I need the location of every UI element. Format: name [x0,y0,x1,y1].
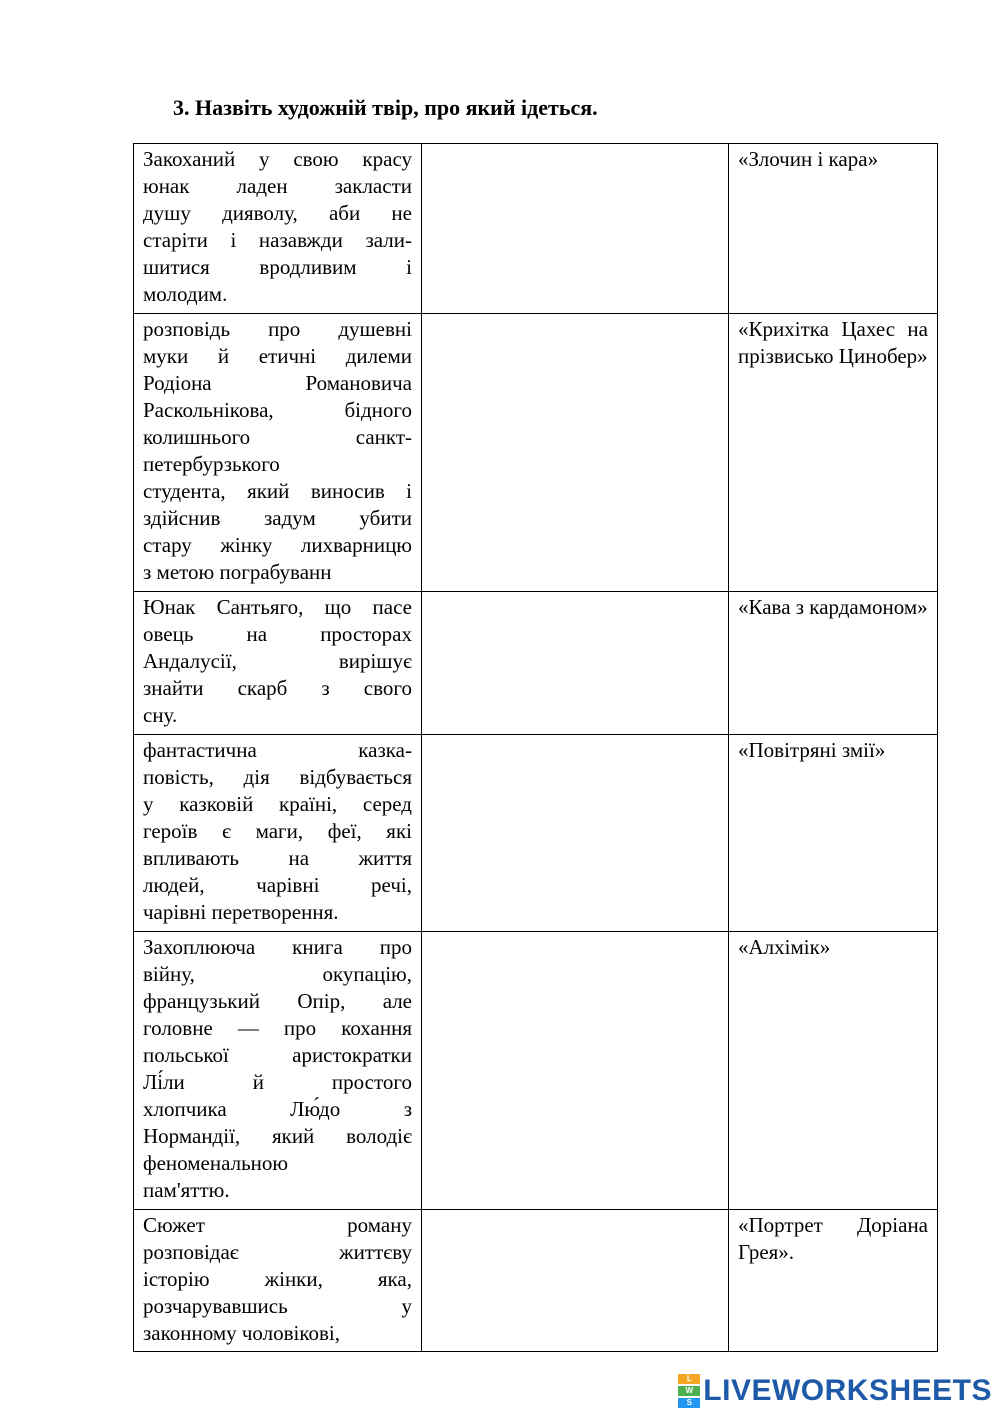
description-line: розчарувавшись у [143,1294,412,1318]
answer-input[interactable] [431,737,723,929]
description-cell [134,592,422,735]
description-line: чарівні перетворення. [143,900,339,924]
description-line: головне — про кохання [143,1016,412,1040]
work-title: «Повітряні змії» [738,738,886,762]
description-line: впливають на життя [143,846,412,870]
title-cell [729,314,938,592]
description-cell [134,144,422,314]
description-line: Захоплююча книга про [143,935,412,959]
description-line: муки й етичні дилеми [143,344,412,368]
description-line: хлопчика Лю́до з [143,1097,412,1121]
work-title: «Злочин і кара» [738,147,879,171]
answer-input[interactable] [431,316,723,589]
description-cell [134,735,422,932]
table-row [134,1210,938,1352]
liveworksheets-logo [678,1374,992,1408]
matching-table [133,143,938,1352]
table-row [134,735,938,932]
description-line: війну, окупацію, [143,962,412,986]
logo-text: LIVEWORKSHEETS [703,1374,992,1407]
description-line: старіти і назавжди зали- [143,228,412,252]
description-line: історію жінки, яка, [143,1267,412,1291]
task-heading: 3. Назвіть художній твір, про який ідеться. [173,95,598,120]
work-title: «Кава з кардамоном» [738,595,928,619]
description-line: шитися вродливим і [143,255,412,279]
description-line: з метою пограбуванн [143,560,332,584]
answer-input[interactable] [431,934,723,1207]
description-line: молодим. [143,282,228,306]
description-cell [134,932,422,1210]
logo-mark [678,1374,700,1408]
description-line: петербурзького [143,452,280,476]
description-line: стару жінку лихварницю [143,533,412,557]
description-line: Раскольнікова, бідного [143,398,412,422]
description-line: повість, дія відбувається [143,765,412,789]
answer-cell[interactable] [422,932,729,1210]
table-row [134,932,938,1210]
description-line: колишнього санкт- [143,425,412,449]
answer-cell[interactable] [422,144,729,314]
title-cell [729,735,938,932]
description-line: фантастична казка- [143,738,412,762]
description-line: Закоханий у свою красу [143,147,412,171]
description-cell [134,314,422,592]
title-cell [729,1210,938,1352]
description-line: Сюжет роману [143,1213,412,1237]
description-line: знайти скарб з свого [143,676,412,700]
description-line: героїв є маги, феї, які [143,819,412,843]
description-line: пам'яттю. [143,1178,230,1202]
logo-square: W [678,1386,700,1396]
description-line: сну. [143,703,178,727]
logo-square: S [678,1398,700,1408]
description-line: Нормандії, який володіє [143,1124,412,1148]
description-line: розповідає життєву [143,1240,412,1264]
work-title: «Алхімік» [738,935,831,959]
description-line: Андалусії, вирішує [143,649,412,673]
work-title: «Портрет Доріана Грея». [738,1213,928,1264]
description-line: Лі́ли й простого [143,1070,412,1094]
description-cell [134,1210,422,1352]
description-line: у казковій країні, серед [143,792,412,816]
table-row [134,314,938,592]
answer-cell[interactable] [422,1210,729,1352]
description-line: людей, чарівні речі, [143,873,412,897]
description-line: феноменальною [143,1151,289,1175]
title-cell [729,592,938,735]
description-line: польської аристократки [143,1043,412,1067]
answer-cell[interactable] [422,735,729,932]
table-row [134,592,938,735]
description-line: студента, який виносив і [143,479,412,503]
title-cell [729,144,938,314]
description-line: овець на просторах [143,622,412,646]
answer-cell[interactable] [422,314,729,592]
description-line: законному чоловікові, [143,1321,341,1345]
description-line: розповідь про душевні [143,317,412,341]
description-line: французький Опір, але [143,989,412,1013]
answer-input[interactable] [431,146,723,311]
description-line: здійснив задум убити [143,506,412,530]
title-cell [729,932,938,1210]
description-line: Родіона Романовича [143,371,412,395]
description-line: душу дияволу, аби не [143,201,412,225]
work-title: «Крихітка Цахес на прізвисько Цинобер» [738,317,928,368]
table-row [134,144,938,314]
answer-input[interactable] [431,1212,723,1349]
description-line: Юнак Сантьяго, що пасе [143,595,412,619]
description-line: юнак ладен закласти [143,174,412,198]
answer-input[interactable] [431,594,723,732]
answer-cell[interactable] [422,592,729,735]
logo-square: L [678,1374,700,1384]
